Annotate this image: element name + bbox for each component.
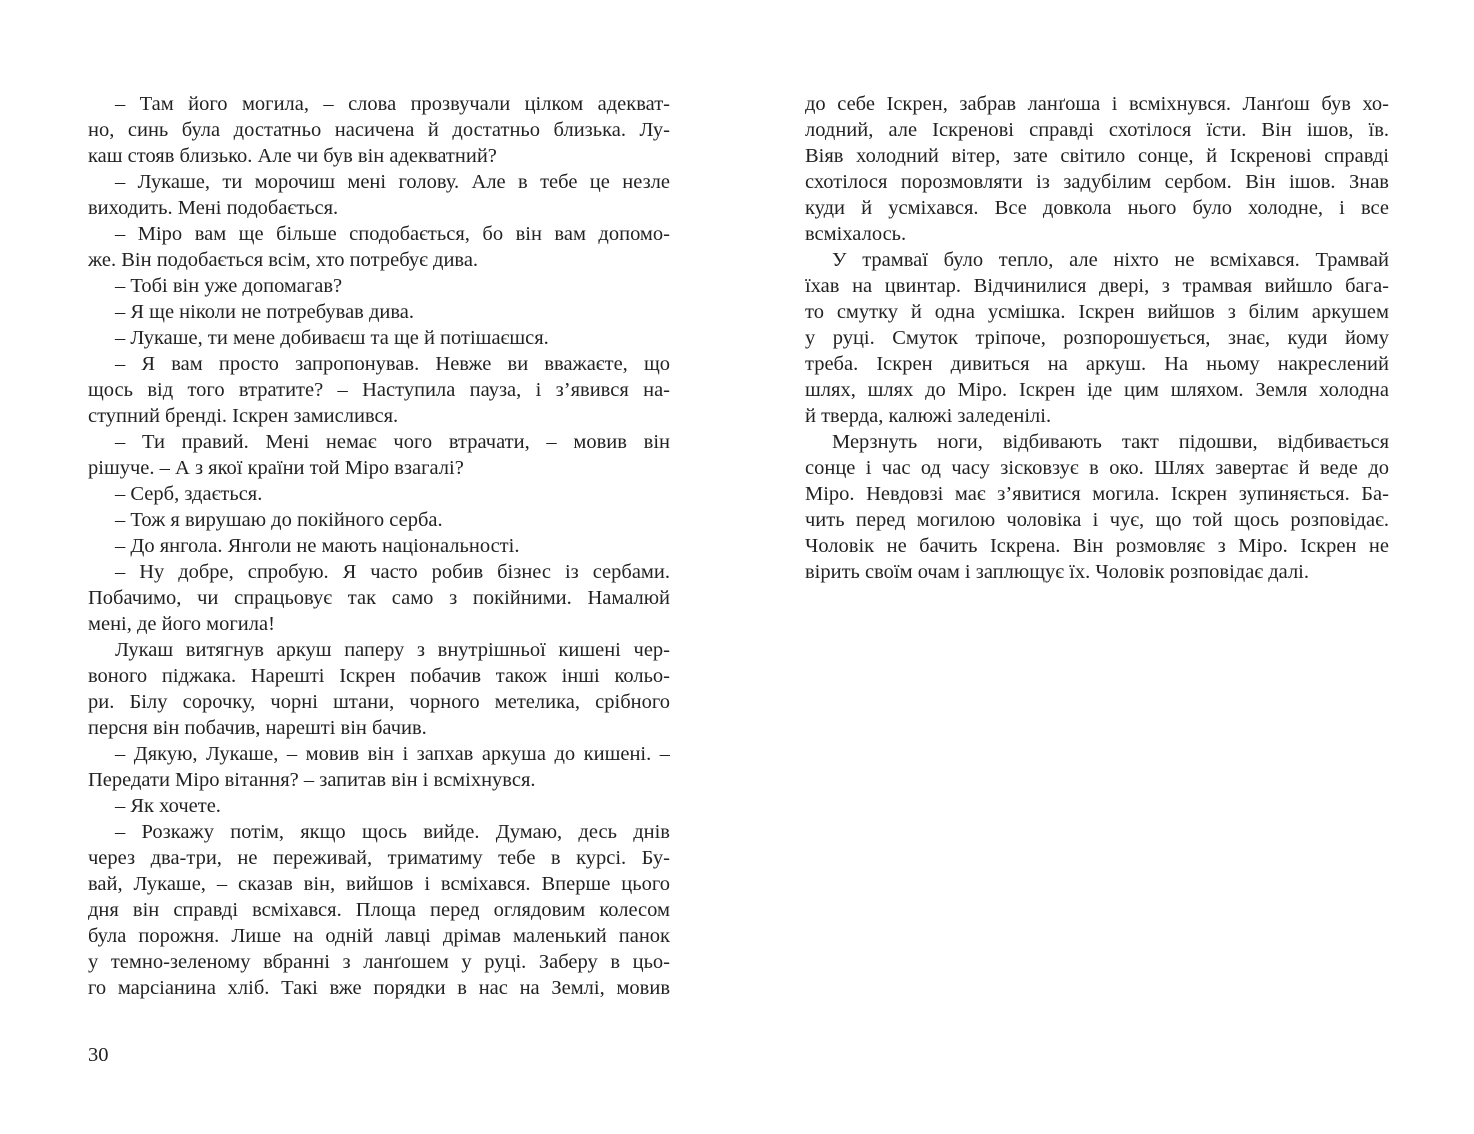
text-line: мені, де його могила!: [88, 613, 275, 635]
text-line: – Тож я вирушаю до покійного серба.: [115, 509, 443, 531]
text-line: у темно-зеленому вбранні з ланґошем у руці. Заберу в цьо-: [88, 951, 670, 973]
text-line: ри. Білу сорочку, чорні штани, чорного метелика, срібного: [88, 691, 670, 713]
text-line: каш стояв близько. Але чи був він адекватний?: [88, 145, 497, 167]
text-line: – Лукаше, ти мене добиваєш та ще й потішаєшся.: [115, 327, 549, 349]
page-number: 30: [88, 1044, 109, 1066]
text-line: – Ну добре, спробую. Я часто робив бізнес із сербами.: [115, 561, 670, 583]
text-line: – Ти правий. Мені немає чого втрачати, – мовив він: [115, 431, 670, 453]
text-line: вай, Лукаше, – сказав він, вийшов і всміхався. Вперше цього: [88, 873, 670, 895]
text-line: – Я вам просто запропонував. Невже ви вважаєте, що: [115, 353, 670, 375]
text-line: шлях, шлях до Міро. Іскрен іде цим шляхом. Земля холодна: [805, 379, 1389, 401]
text-line: – Розкажу потім, якщо щось вийде. Думаю, десь днів: [115, 821, 670, 843]
text-line: сонце і час од часу зісковзує в око. Шлях завертає й веде до: [805, 457, 1389, 479]
text-line: но, синь була достатньо насичена й достатньо близька. Лу-: [88, 119, 670, 141]
text-line: дня він справді всміхався. Площа перед оглядовим колесом: [88, 899, 670, 921]
text-line: – Я ще ніколи не потребував дива.: [115, 301, 415, 323]
text-line: – Там його могила, – слова прозвучали цілком адекват-: [115, 93, 670, 115]
text-line: – Серб, здається.: [115, 483, 263, 505]
text-line: – Тобі він уже допомагав?: [115, 275, 343, 297]
text-line: до себе Іскрен, забрав ланґоша і всміхнувся. Ланґош був хо-: [805, 93, 1389, 115]
text-line: у руці. Смуток тріпоче, розпорошується, знає, куди йому: [805, 327, 1389, 349]
text-line: Мерзнуть ноги, відбивають такт підошви, відбивається: [832, 431, 1389, 453]
text-line: була порожня. Лише на одній лавці дрімав маленький панок: [88, 925, 670, 947]
text-line: Чоловік не бачить Іскрена. Він розмовляє з Міро. Іскрен не: [805, 535, 1389, 557]
text-line: Віяв холодний вітер, зате світило сонце, й Іскренові справді: [805, 145, 1389, 167]
text-line: – Лукаше, ти морочиш мені голову. Але в тебе це незле: [115, 171, 670, 193]
text-line: чить перед могилою чоловіка і чує, що той щось розповідає.: [805, 509, 1389, 531]
text-line: вірить своїм очам і заплющує їх. Чоловік розповідає далі.: [805, 561, 1310, 583]
text-line: куди й усміхався. Все довкола нього було холодне, і все: [805, 197, 1389, 219]
text-line: Лукаш витягнув аркуш паперу з внутрішньої кишені чер-: [115, 639, 670, 661]
text-line: щось від того втратите? – Наступила пауза, і з’явився на-: [88, 379, 670, 401]
text-line: – Як хочете.: [115, 795, 221, 817]
text-line: через два-три, не переживай, триматиму тебе в курсі. Бу-: [88, 847, 670, 869]
text-line: й тверда, калюжі заледенілі.: [805, 405, 1052, 427]
text-line: рішуче. – А з якої країни той Міро взагалі?: [88, 457, 464, 479]
text-line: – Дякую, Лукаше, – мовив він і запхав аркуша до кишені. –: [115, 743, 670, 765]
text-line: схотілося порозмовляти із задубілим сербом. Він ішов. Знав: [805, 171, 1389, 193]
text-line: У трамваї було тепло, але ніхто не всміхався. Трамвай: [832, 249, 1389, 271]
text-line: ступний бренді. Іскрен замислився.: [88, 405, 399, 427]
text-line: Передати Міро вітання? – запитав він і всміхнувся.: [88, 769, 536, 791]
text-line: їхав на цвинтар. Відчинилися двері, з трамвая вийшло бага-: [805, 275, 1389, 297]
text-line: треба. Іскрен дивиться на аркуш. На ньому накреслений: [805, 353, 1389, 375]
text-line: персня він побачив, нарешті він бачив.: [88, 717, 427, 739]
text-line: Побачимо, чи спрацьовує так само з покійними. Намалюй: [88, 587, 670, 609]
text-line: же. Він подобається всім, хто потребує дива.: [88, 249, 479, 271]
text-line: всміхалось.: [805, 223, 907, 245]
right-page-text: [805, 91, 1389, 585]
text-line: го марсіанина хліб. Такі вже порядки в нас на Землі, мовив: [88, 977, 670, 999]
text-line: воного піджака. Нарешті Іскрен побачив також інші кольо-: [88, 665, 670, 687]
text-line: Міро. Невдовзі має з’явитися могила. Іскрен зупиняється. Ба-: [805, 483, 1389, 505]
text-line: – Міро вам ще більше сподобається, бо він вам допомо-: [115, 223, 670, 245]
text-line: – До янгола. Янголи не мають національності.: [115, 535, 520, 557]
text-line: лодний, але Іскренові справді схотілося їсти. Він ішов, їв.: [805, 119, 1389, 141]
text-line: то смутку й одна усмішка. Іскрен вийшов з білим аркушем: [805, 301, 1389, 323]
left-page-text: [88, 91, 670, 1001]
text-line: виходить. Мені подобається.: [88, 197, 339, 219]
